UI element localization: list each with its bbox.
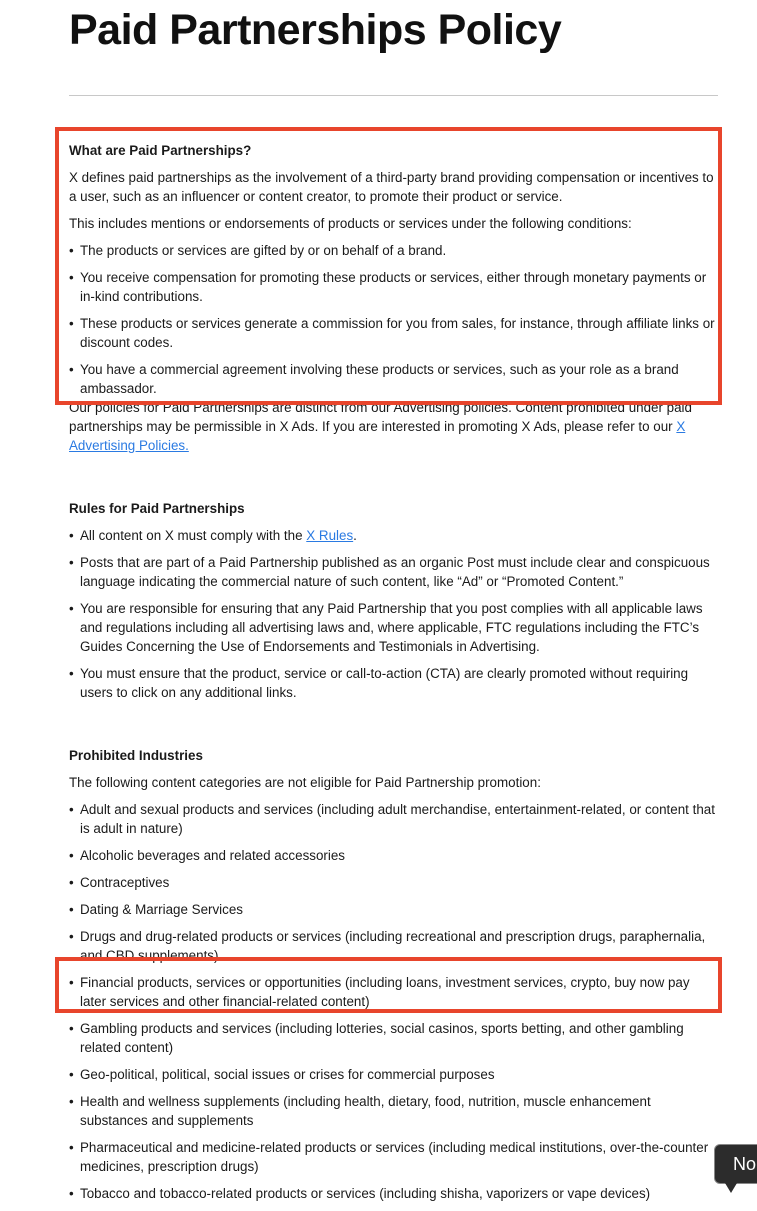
- list-item: • Posts that are part of a Paid Partnership published as an organic Post must include clear and conspicuous language indicating the commercial nature of such content, like “Ad” or “Promoted Content.”: [80, 553, 717, 591]
- list-item: • Pharmaceutical and medicine-related products or services (including medical institutions, over-the-counter medicines, prescription drugs): [80, 1138, 717, 1176]
- paragraph: X defines paid partnerships as the involvement of a third-party brand providing compensation or incentives to a user, such as an influencer or content creator, to promote their product or service.: [69, 170, 714, 204]
- x-rules-link[interactable]: X Rules: [306, 528, 354, 543]
- policy-content: [69, 141, 717, 1211]
- list-item: • Drugs and drug-related products or services (including recreational and prescription drugs, paraphernalia, and CBD supplements): [80, 927, 717, 965]
- list-item: • Financial products, services or opportunities (including loans, investment services, crypto, buy now pay later services and other financial-related content): [80, 973, 717, 1011]
- list-item: • Health and wellness supplements (including health, dietary, food, nutrition, muscle enhancement substances and supplements: [80, 1092, 717, 1130]
- list-item: • These products or services generate a commission for you from sales, for instance, through affiliate links or discount codes.: [80, 314, 717, 352]
- list-item: [80, 526, 717, 545]
- paragraph: [69, 398, 717, 455]
- section-spacer: [69, 463, 717, 499]
- list-item: • You have a commercial agreement involving these products or services, such as your role as a brand ambassador.: [80, 360, 717, 398]
- title-divider: [69, 95, 718, 96]
- list-item: • You are responsible for ensuring that any Paid Partnership that you post complies with all applicable laws and regulations including all advertising laws and, where applicable, FTC regulations including the FTC’s Guides Concerning the Use of Endorsements and Testimonials in Advertising.: [80, 599, 717, 656]
- list-item: • Gambling products and services (including lotteries, social casinos, sports betting, and other gambling related content): [80, 1019, 717, 1057]
- list-item: • The products or services are gifted by or on behalf of a brand.: [80, 241, 717, 260]
- section-spacer: [69, 710, 717, 746]
- paragraph: The following content categories are not eligible for Paid Partnership promotion:: [69, 775, 541, 790]
- list-item: • You receive compensation for promoting these products or services, either through monetary payments or in-kind contributions.: [80, 268, 717, 306]
- section-heading: What are Paid Partnerships?: [69, 143, 252, 158]
- prohibited-list: [69, 800, 717, 1203]
- list-item: • Dating & Marriage Services: [80, 900, 717, 919]
- page-title: Paid Partnerships Policy: [69, 6, 562, 54]
- section-what-are-paid-partnerships: [69, 141, 717, 455]
- list-item-text: .: [353, 528, 357, 543]
- paragraph: This includes mentions or endorsements of products or services under the following conditions:: [69, 216, 632, 231]
- section-rules: [69, 499, 717, 702]
- list-item: • Contraceptives: [80, 873, 717, 892]
- corner-tab[interactable]: No: [714, 1144, 757, 1184]
- paragraph-text: Our policies for Paid Partnerships are distinct from our Advertising policies. Content prohibited under paid partnerships may be permissible in X Ads. If you are interested in promoting X Ads, please refer to our: [69, 400, 692, 434]
- section-heading: Prohibited Industries: [69, 748, 203, 763]
- section-prohibited-industries: [69, 746, 717, 1203]
- list-item: • Adult and sexual products and services (including adult merchandise, entertainment-related, or content that is adult in nature): [80, 800, 717, 838]
- rules-list: [69, 526, 717, 702]
- list-item: • You must ensure that the product, service or call-to-action (CTA) are clearly promoted without requiring users to click on any additional links.: [80, 664, 717, 702]
- advertising-policies-link[interactable]: X Advertising Policies.: [69, 419, 686, 453]
- conditions-list: [69, 241, 717, 398]
- list-item: • Tobacco and tobacco-related products or services (including shisha, vaporizers or vape devices): [80, 1184, 717, 1203]
- list-item: • Alcoholic beverages and related accessories: [80, 846, 717, 865]
- list-item: • Geo-political, political, social issues or crises for commercial purposes: [80, 1065, 717, 1084]
- section-heading: Rules for Paid Partnerships: [69, 501, 245, 516]
- list-item-text: All content on X must comply with the: [80, 528, 307, 543]
